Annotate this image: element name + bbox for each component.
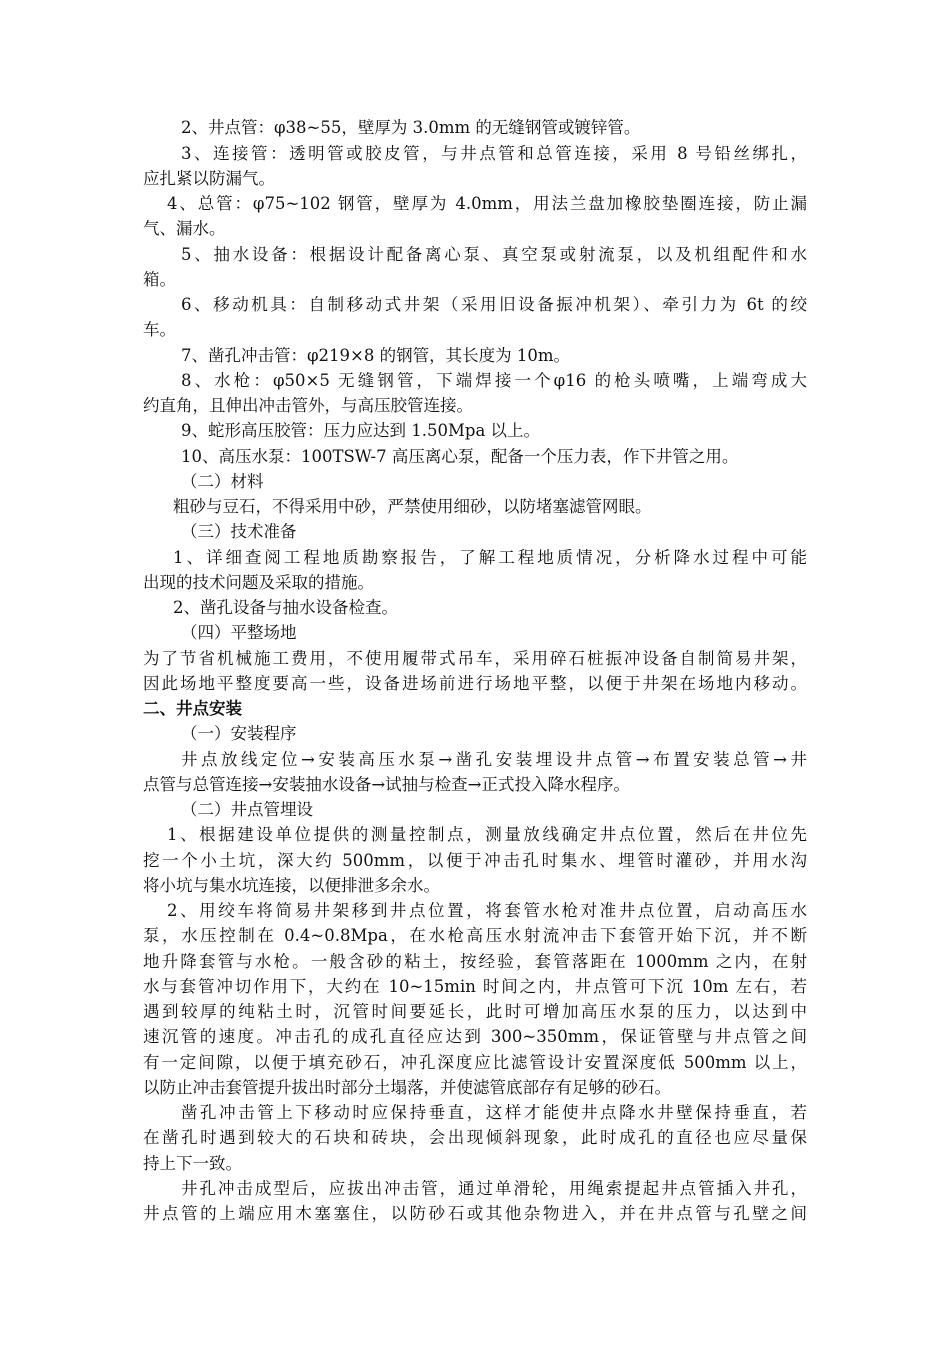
item-winch-sinking-cont-4: 遇到较厚的纯粘土时，沉管时间要延长，此时可增加高压水泵的压力，以达到中 [143,1002,807,1021]
heading-well-pipe-burying: （二）井点管埋设 [181,800,313,819]
heading-materials: （二）材料 [181,472,264,491]
paragraph-pipe-insertion-cont: 井点管的上端应用木塞塞住，以防砂石或其他杂物进入，并在井点管与孔壁之间 [143,1204,807,1223]
item-mobile-machinery-cont: 车。 [143,320,176,339]
heading-technical-preparation: （三）技术准备 [181,522,297,541]
paragraph-site-leveling: 为了节省机械施工费用，不使用履带式吊车，采用碎石桩振冲设备自制简易井架， [143,649,807,668]
item-water-gun: 8、水枪：φ50×5 无缝钢管，下端焊接一个φ16 的枪头喷嘴，上端弯成大 [181,371,807,390]
item-survey-report: 1、详细查阅工程地质勘察报告，了解工程地质情况，分析降水过程中可能 [173,548,807,567]
heading-site-leveling: （四）平整场地 [181,623,297,642]
item-main-pipe: 4、总管：φ75~102 钢管，壁厚为 4.0mm，用法兰盘加橡胶垫圈连接，防止漏 [167,194,807,213]
item-winch-sinking-cont-7: 以防止冲击套管提升拔出时部分土塌落，并使滤管底部存有足够的砂石。 [143,1078,671,1097]
item-high-pressure-hose: 9、蛇形高压胶管：压力应达到 1.50Mpa 以上。 [181,421,541,440]
item-connecting-pipe: 3、连接管：透明管或胶皮管，与井点管和总管连接，采用 8 号铅丝绑扎， [181,144,807,163]
item-winch-sinking-cont-1: 泵，水压控制在 0.4~0.8Mpa，在水枪高压水射流冲击下套管开始下沉，并不断 [143,926,807,945]
item-main-pipe-cont: 气、漏水。 [143,219,226,238]
item-chisel-impact-pipe: 7、凿孔冲击管：φ219×8 的钢管，其长度为 10m。 [181,346,570,365]
paragraph-procedure-cont: 点管与总管连接→安装抽水设备→试抽与检查→正式投入降水程序。 [143,775,630,794]
item-winch-sinking-cont-6: 有一定间隙，以便于填充砂石，冲孔深度应比滤管设计安置深度低 500mm 以上， [143,1053,807,1072]
paragraph-vertical-movement: 凿孔冲击管上下移动时应保持垂直，这样才能使井点降水井壁保持垂直，若 [181,1103,807,1122]
item-water-gun-cont: 约直角，且伸出冲击管外，与高压胶管连接。 [143,396,473,415]
item-connecting-pipe-cont: 应扎紧以防漏气。 [143,169,275,188]
section-heading-well-point-installation: 二、井点安装 [143,699,242,718]
item-winch-sinking-cont-2: 地升降套管与水枪。一般含砂的粘土，按经验，套管落距在 1000mm 之内，在射 [143,952,807,971]
paragraph-site-leveling-cont: 因此场地平整度要高一些，设备进场前进行场地平整，以便于井架在场地内移动。 [143,674,807,693]
item-well-point-pipe: 2、井点管：φ38~55，壁厚为 3.0mm 的无缝钢管或镀锌管。 [181,118,641,137]
item-survey-layout: 1、根据建设单位提供的测量控制点，测量放线确定井点位置，然后在井位先 [167,825,807,844]
item-winch-sinking-cont-5: 速沉管的速度。冲击孔的成孔直径应达到 300~350mm，保证管壁与井点管之间 [143,1027,807,1046]
item-survey-layout-cont-1: 挖一个小土坑，深大约 500mm，以便于冲击孔时集水、埋管时灌砂，并用水沟 [143,851,807,870]
paragraph-pipe-insertion: 井孔冲击成型后，应拔出冲击管，通过单滑轮，用绳索提起井点管插入井孔， [181,1179,807,1198]
paragraph-materials: 粗砂与豆石，不得采用中砂，严禁使用细砂，以防堵塞滤管网眼。 [173,497,652,516]
paragraph-vertical-movement-cont-2: 持上下一致。 [143,1154,242,1173]
item-survey-layout-cont-2: 将小坑与集水坑连接，以便排泄多余水。 [143,876,440,895]
item-winch-sinking: 2、用绞车将简易井架移到井点位置，将套管水枪对准井点位置，启动高压水 [167,901,807,920]
item-equipment-check: 2、凿孔设备与抽水设备检查。 [173,598,398,617]
paragraph-procedure: 井点放线定位→安装高压水泵→凿孔安装埋设井点管→布置安装总管→井 [181,750,807,769]
item-pump-equipment-cont: 箱。 [143,270,176,289]
item-winch-sinking-cont-3: 水与套管冲切作用下，大约在 10~15min 时间之内，井点管可下沉 10m 左右，若 [143,977,807,996]
item-mobile-machinery: 6、移动机具：自制移动式井架（采用旧设备振冲机架）、牵引力为 6t 的绞 [181,295,807,314]
heading-installation-procedure: （一）安装程序 [181,724,297,743]
item-pump-equipment: 5、抽水设备：根据设计配备离心泵、真空泵或射流泵，以及机组配件和水 [181,245,807,264]
paragraph-vertical-movement-cont-1: 在凿孔时遇到较大的石块和砖块，会出现倾斜现象，此时成孔的直径也应尽量保 [143,1128,807,1147]
item-high-pressure-pump: 10、高压水泵：100TSW-7 高压离心泵，配备一个压力表，作下井管之用。 [181,447,739,466]
item-survey-report-cont: 出现的技术问题及采取的措施。 [143,573,374,592]
